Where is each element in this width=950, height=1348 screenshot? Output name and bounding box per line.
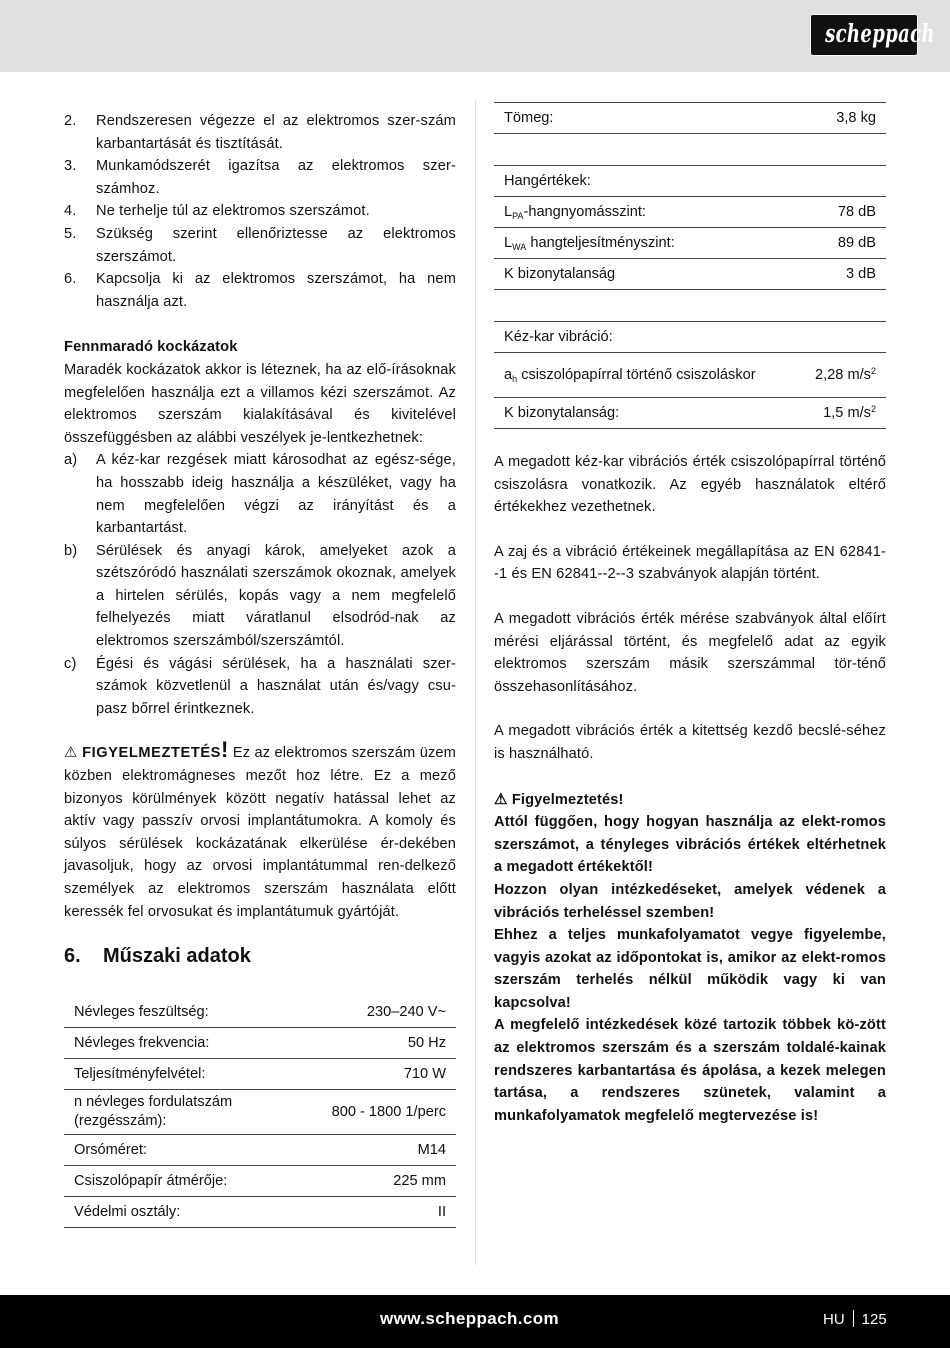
table-row <box>494 353 886 398</box>
row-label: K bizonytalanság: <box>494 398 796 429</box>
website-url: www.scheppach.com <box>380 1309 560 1328</box>
vibration-table <box>494 321 886 429</box>
residual-risks-intro: Maradék kockázatok akkor is léteznek, ha az elő-írásoknak megfelelően használja ezt a villamos kézi szerszámot. Az elektromos szerszám kialakításával és kivitelével összefüggésben az alábbi veszélyek je-lentkezhetnek: <box>64 361 456 446</box>
list-marker: 2. <box>64 113 77 129</box>
table-row <box>64 997 456 1028</box>
noise-table <box>494 165 886 290</box>
vibration-note: A megadott kéz-kar vibrációs érték csiszolópapírral történő csiszolásra vonatkozik. Az egyéb használatok eltérő értékekhez vezethetnek. <box>494 454 886 516</box>
list-text: Sérülések és anyagi károk, amelyeket azok a szétszóródó használati szerszámok okoznak, amelyek a hirtelen sérülés, kopás vagy a nem megfelelő felhelyezés miatt váratlanul elsodród-nak az elektromos szerszámból/szerszámtól. <box>96 542 456 650</box>
lpa-label: -hangnyomásszint: <box>523 203 646 220</box>
warning-label: FIGYELMEZTETÉS <box>82 745 222 762</box>
residual-risks-list <box>64 449 456 720</box>
row-value: 800 - 1800 1/perc <box>322 1090 456 1135</box>
list-marker: b) <box>64 542 78 559</box>
row-label <box>494 228 794 259</box>
page-num-value: 125 <box>861 1311 887 1328</box>
row-label <box>494 197 794 228</box>
left-column <box>64 110 456 1228</box>
list-item <box>64 653 456 721</box>
list-text: Kapcsolja ki az elektromos szerszámot, ha nem használja azt. <box>96 271 456 310</box>
table-row <box>64 1197 456 1228</box>
residual-risks-title: Fennmaradó kockázatok <box>64 339 238 356</box>
list-text: Égési és vágási sérülések, ha a használati szer-számok közvetlenül a használat után és/vagy csu-pasz bőrrel érintkeznek. <box>96 655 456 717</box>
row-value: 78 dB <box>794 197 886 228</box>
safety-list <box>64 110 456 313</box>
row-value: 3 dB <box>794 259 886 290</box>
table-row <box>64 1059 456 1090</box>
lwa-symbol: L <box>504 234 513 251</box>
list-marker: 3. <box>64 158 77 175</box>
list-marker: 4. <box>64 203 77 220</box>
language-code: HU <box>823 1311 845 1328</box>
table-row <box>494 166 886 197</box>
lwa-label: hangteljesítményszint: <box>526 234 675 251</box>
weight-table <box>494 102 886 134</box>
page-number <box>823 1310 887 1328</box>
measurement-note: A megadott vibrációs érték mérése szabványok által előírt mérési eljárással történt, és megfelelő adat az egyik elektromos szerszám másik szerszámmal tör-ténő összehasonlításához. <box>494 610 886 695</box>
list-item <box>64 110 456 155</box>
page-separator <box>853 1310 854 1327</box>
table-row <box>64 1135 456 1166</box>
list-item <box>64 200 456 223</box>
page-footer <box>0 1295 950 1348</box>
table-row <box>494 398 886 429</box>
list-text: Rendszeresen végezze el az elektromos szer-szám karbantartását és tisztítását. <box>96 113 456 152</box>
table-row <box>494 322 886 353</box>
row-value: 230–240 V~ <box>322 997 456 1028</box>
vibration-title: Kéz-kar vibráció: <box>494 322 886 353</box>
row-value <box>796 353 886 398</box>
warning-triangle-icon: ⚠ <box>494 790 508 808</box>
list-item <box>64 155 456 200</box>
list-text: Munkamódszerét igazítsa az elektromos szer-számhoz. <box>96 158 456 197</box>
lpa-symbol: L <box>504 203 513 220</box>
noise-title: Hangértékek: <box>494 166 886 197</box>
warning-triangle-icon: ⚠ <box>64 744 78 762</box>
row-value: II <box>322 1197 456 1228</box>
row-label: Névleges feszültség: <box>64 997 322 1028</box>
ah-exponent: 2 <box>870 365 876 376</box>
list-item <box>64 449 456 539</box>
section-number: 6. <box>64 945 81 968</box>
column-divider <box>475 100 476 1265</box>
section-heading <box>64 943 456 969</box>
list-marker: 5. <box>64 225 77 242</box>
list-item <box>64 268 456 313</box>
row-label: n névleges fordulatszám (rezgésszám): <box>64 1090 322 1135</box>
vibration-warning-title <box>494 789 886 812</box>
row-label: Orsóméret: <box>64 1135 322 1166</box>
warning-title-text: Figyelmeztetés! <box>511 791 624 808</box>
k-value: 1,5 m/s <box>823 404 871 421</box>
row-label: Teljesítményfelvétel: <box>64 1059 322 1090</box>
row-label: Tömeg: <box>494 103 705 134</box>
k-exponent: 2 <box>870 403 876 414</box>
standards-note: A zaj és a vibráció értékeinek megállapítása az EN 62841--1 és EN 62841--2--3 szabványok alapján történt. <box>494 543 886 583</box>
table-row <box>494 103 886 134</box>
row-label <box>494 353 796 398</box>
lpa-subscript: PA <box>512 210 524 221</box>
list-text: A kéz-kar rezgések miatt károsodhat az egész-sége, ha hosszabb ideig használja a készüléket, vagy ha nem megfelelően végzi az irányítást és a karbantartást. <box>96 452 456 537</box>
table-row <box>64 1028 456 1059</box>
table-row <box>494 197 886 228</box>
scheppach-logo <box>810 14 935 56</box>
row-value: 50 Hz <box>322 1028 456 1059</box>
vibration-warning-line: A megfelelő intézkedések közé tartozik többek kö-zött az elektromos szerszám és a szerszám toldalé-kainak rendszeres karbantartása és ápolása, a kezek melegen tartása, a rendszeres szünetek, valamint a munkafolyamatok megfelelő megtervezése is! <box>494 1017 886 1124</box>
table-row <box>494 259 886 290</box>
row-label: Csiszolópapír átmérője: <box>64 1166 322 1197</box>
row-label: K bizonytalanság <box>494 259 794 290</box>
row-value <box>796 398 886 429</box>
table-row <box>64 1090 456 1135</box>
row-value: M14 <box>322 1135 456 1166</box>
row-label: Védelmi osztály: <box>64 1197 322 1228</box>
list-item <box>64 223 456 268</box>
table-row <box>494 228 886 259</box>
row-value: 225 mm <box>322 1166 456 1197</box>
row-label: Névleges frekvencia: <box>64 1028 322 1059</box>
right-column <box>494 102 886 1127</box>
lwa-subscript: WA <box>512 241 527 252</box>
em-field-warning <box>64 737 456 923</box>
row-value: 89 dB <box>794 228 886 259</box>
ah-symbol: a <box>504 366 513 383</box>
warning-exclamation: ! <box>221 737 229 763</box>
list-item <box>64 540 456 653</box>
section-title: Műszaki adatok <box>103 945 251 968</box>
tech-data-table <box>64 997 456 1228</box>
row-value: 3,8 kg <box>705 103 886 134</box>
vibration-warning-line: Attól függően, hogy hogyan használja az elekt-romos szerszámot, a tényleges vibrációs értékek eltérhetnek a megadott értékektől! <box>494 814 886 876</box>
row-value: 710 W <box>322 1059 456 1090</box>
ah-label: csiszolópapírral történő csiszoláskor <box>517 366 756 383</box>
exposure-note: A megadott vibrációs érték a kitettség kezdő becslé-séhez is használható. <box>494 723 886 762</box>
warning-text: Ez az elektromos szerszám üzem közben elektromágneses mezőt hoz létre. Ez a mező bizonyos körülmények között negatív hatással lehet az aktív vagy passzív orvosi implantátumokra. A komoly és súlyos sérülések kockázatának elkerülése ér-dekében javasoljuk, hogy az orvosi implantátummal ren-delkező személyek az elektromos szerszám használata előtt keressék fel orvosukat és implantátumuk gyártóját. <box>64 745 456 920</box>
list-marker: c) <box>64 655 77 672</box>
ah-value: 2,28 m/s <box>815 366 871 383</box>
vibration-warning-line: Ehhez a teljes munkafolyamatot vegye figyelembe, vagyis azokat az időpontokat is, amikor az elekt-romos szerszám terhelés nélkül működik vagy ki van kapcsolva! <box>494 927 886 1011</box>
ah-subscript: h <box>512 373 518 384</box>
list-marker: a) <box>64 452 78 469</box>
vibration-warning-line: Hozzon olyan intézkedéseket, amelyek védenek a vibrációs terheléssel szemben! <box>494 881 886 921</box>
list-marker: 6. <box>64 271 77 288</box>
list-text: Szükség szerint ellenőriztesse az elektromos szerszámot. <box>96 225 456 265</box>
list-text: Ne terhelje túl az elektromos szerszámot. <box>96 203 370 220</box>
page-header <box>0 0 950 72</box>
table-row <box>64 1166 456 1197</box>
logo-text: scheppach <box>825 19 935 48</box>
